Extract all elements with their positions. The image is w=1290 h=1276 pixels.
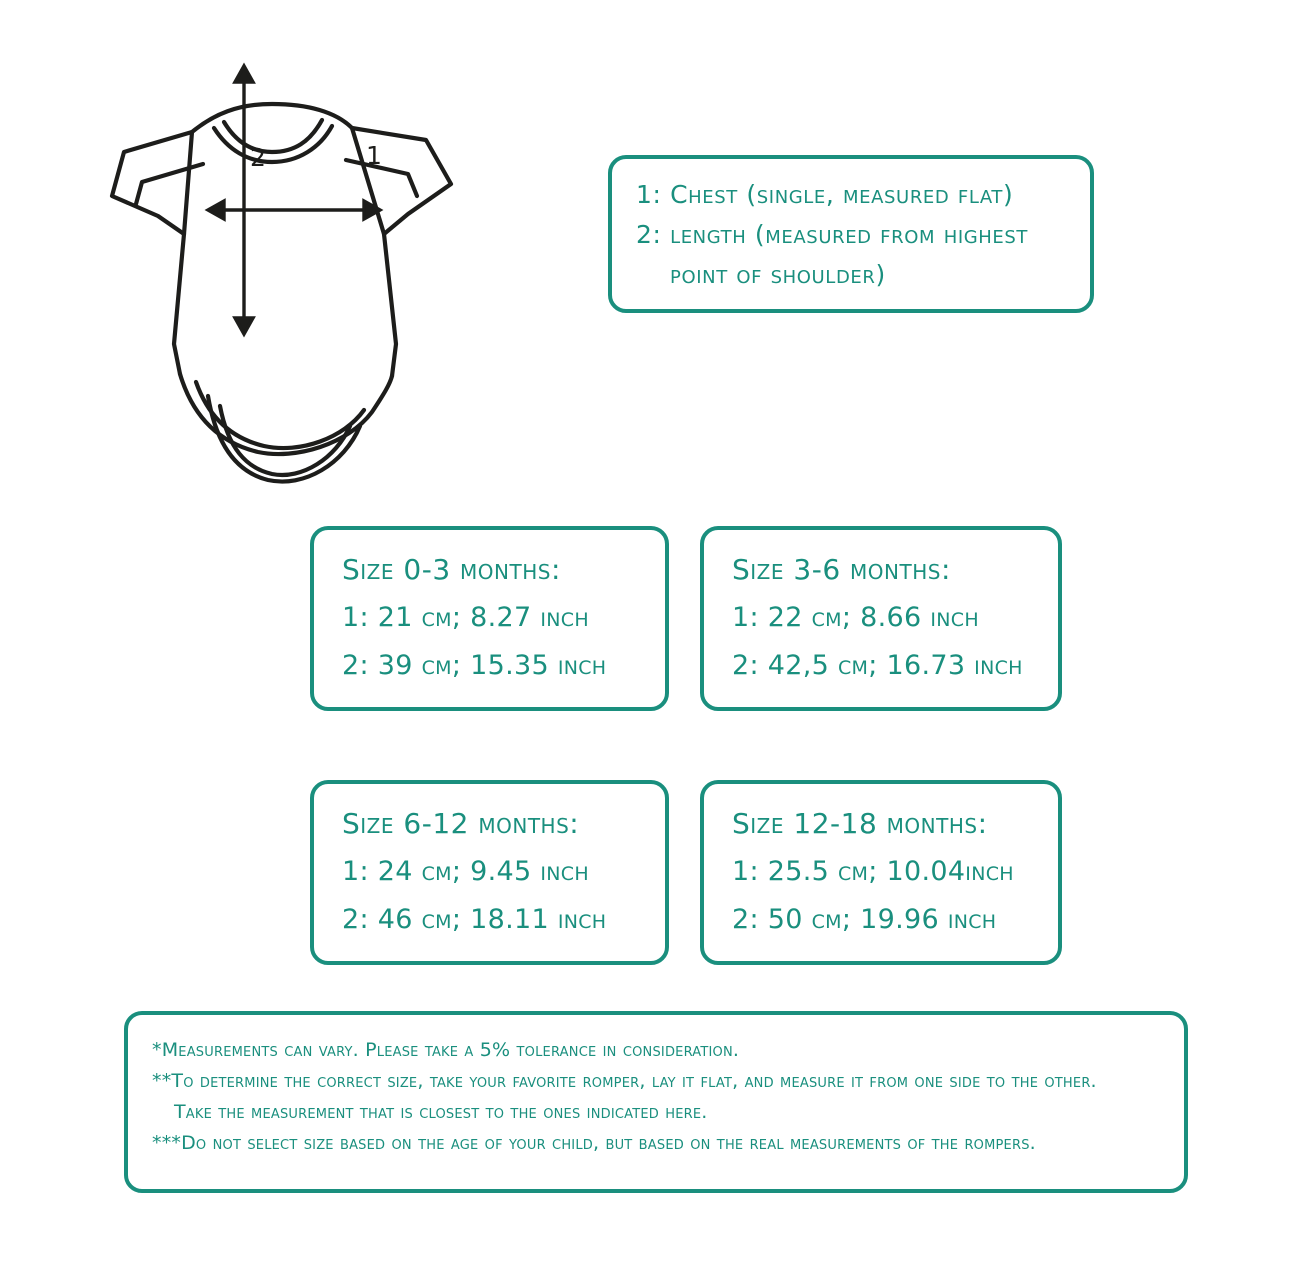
legend-line-2: 2: length (measured from highest (636, 220, 1029, 249)
note-line-2: **To determine the correct size, take your favorite romper, lay it flat, and measure it from one side to the other. (152, 1070, 1097, 1092)
size-card-title: Size 12-18 months: (732, 807, 988, 840)
note-line-4: ***Do not select size based on the age of your child, but based on the real measurements of the rompers. (152, 1132, 1036, 1154)
size-card-length: 2: 39 cm; 15.35 inch (342, 650, 607, 681)
size-card-title: Size 3-6 months: (732, 553, 951, 586)
size-card-title: Size 6-12 months: (342, 807, 580, 840)
size-card-3-6-months (700, 526, 1062, 711)
size-card-length: 2: 50 cm; 19.96 inch (732, 904, 997, 935)
size-card-length: 2: 42,5 cm; 16.73 inch (732, 650, 1023, 681)
notes-box (124, 1011, 1188, 1193)
measurement-legend-box (608, 155, 1094, 313)
size-card-title: Size 0-3 months: (342, 553, 561, 586)
marker-label-1: 1 (366, 141, 382, 170)
legend-line-1: 1: Chest (single, measured flat) (636, 180, 1014, 209)
size-card-chest: 1: 21 cm; 8.27 inch (342, 602, 589, 633)
size-card-chest: 1: 24 cm; 9.45 inch (342, 856, 589, 887)
size-card-length: 2: 46 cm; 18.11 inch (342, 904, 607, 935)
romper-outline-svg (96, 44, 476, 484)
size-card-chest: 1: 22 cm; 8.66 inch (732, 602, 979, 633)
note-line-3: Take the measurement that is closest to the ones indicated here. (174, 1101, 708, 1123)
size-card-0-3-months (310, 526, 669, 711)
size-card-chest: 1: 25.5 cm; 10.04inch (732, 856, 1014, 887)
note-line-1: *Measurements can vary. Please take a 5% tolerance in consideration. (152, 1039, 740, 1061)
size-card-6-12-months (310, 780, 669, 965)
size-card-12-18-months (700, 780, 1062, 965)
marker-label-2: 2 (250, 143, 266, 172)
baby-romper-illustration (96, 44, 476, 484)
legend-line-3: point of shoulder) (670, 260, 886, 289)
